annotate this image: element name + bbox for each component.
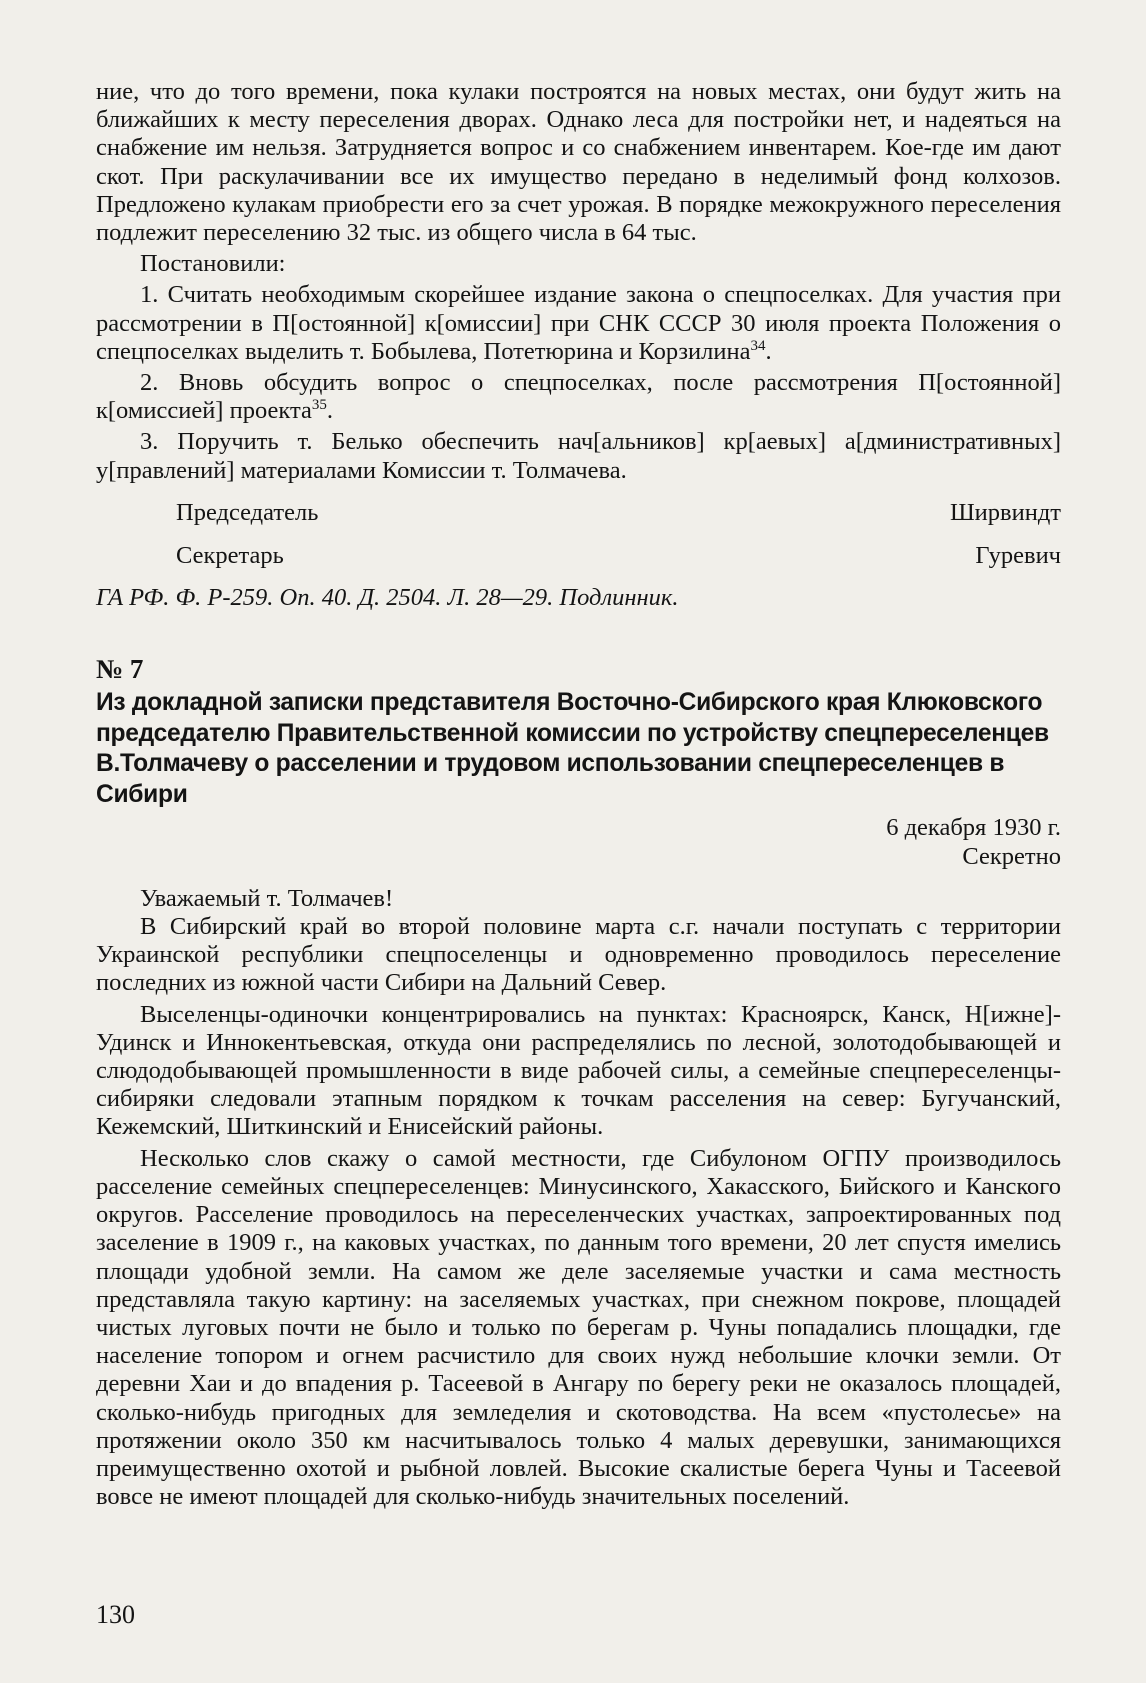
document-number: № 7 bbox=[96, 654, 144, 685]
chairman-label: Председатель bbox=[176, 498, 319, 526]
footnote-ref-34: 34 bbox=[750, 337, 766, 354]
resolution-2: 2. Вновь обсудить вопрос о спецпоселках, после рассмотрения П[остоянной] к[омиссией] проекта$^{35}$. bbox=[96, 369, 1061, 425]
resolution-1: 1. Считать необходимым скорейшее издание закона о спецпоселках. Для участия при рассмотрении в П[остоянной] к[омиссии] при СНК СССР 30 июля проекта Положения о спецпоселках выделить т. Бобылева, Потетюрина и Корзилина$^{34}$. bbox=[96, 281, 1061, 365]
chairman-name: Ширвиндт bbox=[949, 498, 1061, 526]
greeting: Уважаемый т. Толмачев! bbox=[140, 884, 394, 912]
resolution-3: 3. Поручить т. Белько обеспечить нач[альников] кр[аевых] а[дминистративных] у[правлений] материалами Комиссии т. Толмачева. bbox=[96, 428, 1061, 484]
signature-secretary bbox=[96, 542, 1061, 570]
body-paragraph: В Сибирский край во второй половине марта с.г. начали поступать с территории Украинской республики спецпоселенцы и одновременно проводилось переселение последних из южной части Сибири на Дальний Север. bbox=[96, 913, 1061, 997]
intro-paragraph: ние, что до того времени, пока кулаки построятся на новых местах, они будут жить на ближайших к месту переселения дворах. Однако леса для постройки нет, и надеяться на снабжение им нельзя. Затрудняется вопрос и со снабжением инвентарем. Кое-где им дают скот. При раскулачивании все их имущество передано в неделимый фонд колхозов. Предложено кулакам приобрести его за счет урожая. В порядке межокружного переселения подлежит переселению 32 тыс. из общего числа в 64 тыс. bbox=[96, 78, 1061, 247]
document-date: 6 декабря 1930 г. bbox=[886, 814, 1061, 842]
body-paragraph: Несколько слов скажу о самой местности, где Сибулоном ОГПУ производилось расселение семейных спецпереселенцев: Минусинского, Хакасского, Бийского и Канского округов. Расселение проводилось на переселенческих участках, запроектированных под заселение в 1909 г., на каковых участках, по данным того времени, 20 лет спустя имелись площади удобной земли. На самом же деле заселяемые участки и сама местность представляла такую картину: на заселяемых участках, при снежном покрове, площадей чистых луговых почти не было и только по берегам р. Чуны попадались площадки, где население топором и огнем расчистило для своих нужд небольшие клочки земли. От деревни Хаи и до впадения р. Тасеевой в Ангару по берегу реки не оказалось площадей, сколько-нибудь пригодных для земледелия и скотоводства. На всем «пустолесье» на протяжении около 350 км насчитывалось только 4 малых деревушки, занимающихся преимущественно охотой и рыбной ловлей. Высокие скалистые берега Чуны и Тасеевой вовсе не имеют площадей для сколько-нибудь значительных поселений. bbox=[96, 1144, 1061, 1511]
signature-chairman bbox=[96, 499, 1061, 527]
body-paragraph: Выселенцы-одиночки концентрировались на пунктах: Красноярск, Канск, Н[ижне]-Удинск и Иннокентьевская, откуда они распределялись по лесной, золотодобывающей и слюдодобывающей промышленности в виде рабочей силы, а семейные спецпереселенцы-сибиряки следовали этапным порядком к точкам расселения на север: Бугучанский, Кежемский, Шиткинский и Енисейский районы. bbox=[96, 1000, 1061, 1141]
document-title: Из докладной записки представителя Восточно-Сибирского края Клюковского председателю Правительственной комиссии по устройству спецпереселенцев В.Толмачеву о расселении и трудовом использовании спецпереселенцев в Сибири bbox=[96, 689, 1049, 808]
classification-mark: Секретно bbox=[962, 842, 1061, 870]
archive-source: ГА РФ. Ф. Р-259. Оп. 40. Д. 2504. Л. 28—29. Подлинник. bbox=[96, 584, 679, 612]
page-number: 130 bbox=[96, 1600, 135, 1629]
secretary-name: Гуревич bbox=[975, 542, 1061, 570]
text-column bbox=[96, 78, 1061, 1511]
footnote-ref-35: 35 bbox=[311, 397, 327, 414]
resolved-label: Постановили: bbox=[140, 250, 286, 278]
secretary-label: Секретарь bbox=[176, 542, 284, 570]
